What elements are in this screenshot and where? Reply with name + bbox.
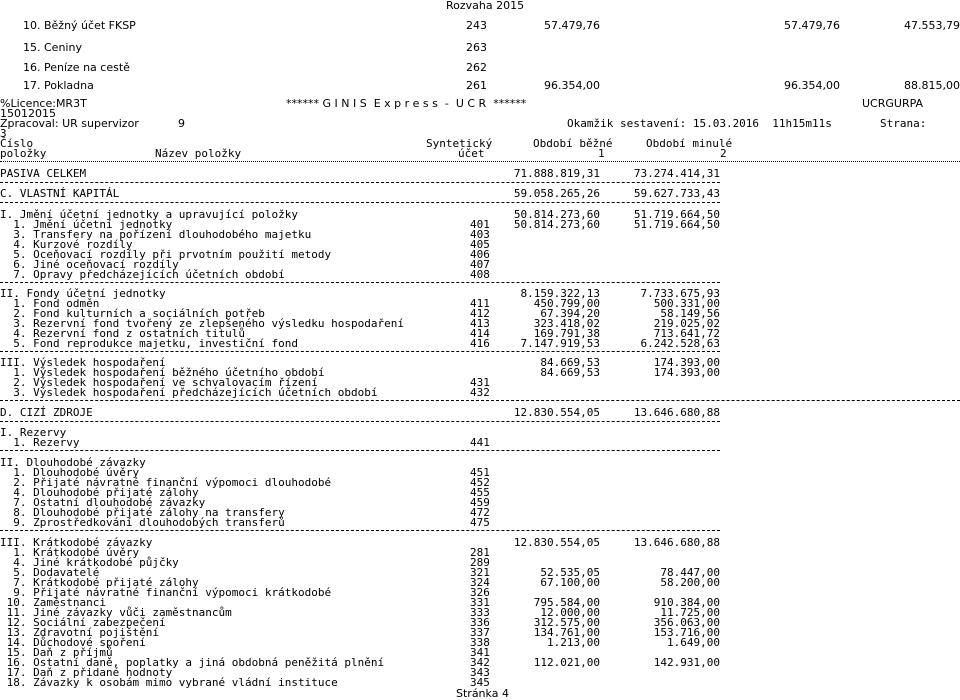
- section-divider: [0, 182, 720, 183]
- row-value-previous: 78.447,00: [660, 566, 720, 579]
- row-label: 7. Krátkodobé přijaté zálohy: [0, 576, 199, 589]
- report-code: UCRGURPA: [862, 97, 924, 110]
- col-header-previous-n: 2: [720, 147, 727, 160]
- row-label: 9. Zprostředkování dlouhodobých transferů: [0, 516, 285, 529]
- row-account: 321: [470, 566, 490, 579]
- row-label: 18. Závazky k osobám mimo vybrané vládní instituce: [0, 676, 338, 689]
- col-header-number: Číslo: [0, 137, 34, 150]
- row-value-current: 67.394,20: [540, 307, 600, 320]
- row-label: 1. Výsledek hospodaření běžného účetního období: [0, 366, 325, 379]
- row-account: 401: [470, 218, 490, 231]
- section-divider: [0, 282, 720, 283]
- row-value-current: 50.814.273,60: [513, 208, 600, 221]
- row-label: 2. Fond kulturních a sociálních potřeb: [0, 307, 265, 320]
- row-label: 5. Dodavatelé: [0, 566, 100, 579]
- row-value-previous: 59.627.733,43: [633, 187, 720, 200]
- row-value-current: 312.575,00: [533, 616, 600, 629]
- top-row-value-current: 57.479,76: [544, 19, 600, 32]
- row-value-previous: 500.331,00: [653, 297, 720, 310]
- row-account: 336: [470, 616, 490, 629]
- row-value-previous: 174.393,00: [653, 356, 720, 369]
- col-header-current: Období běžné: [533, 137, 613, 150]
- section-divider: [0, 400, 960, 401]
- row-account: 326: [470, 586, 490, 599]
- top-row-label: 15. Ceniny: [23, 41, 82, 54]
- row-account: 289: [470, 556, 490, 569]
- row-label: 15. Daň z příjmů: [0, 646, 113, 659]
- row-value-previous: 58.149,56: [660, 307, 720, 320]
- row-account: 459: [470, 496, 490, 509]
- page-footer: Stránka 4: [456, 687, 509, 700]
- row-value-previous: 713.641,72: [653, 327, 720, 340]
- row-account: 408: [470, 268, 490, 281]
- row-label: 16. Ostatní daně, poplatky a jiná obdobná peněžitá plnění: [0, 656, 385, 669]
- row-value-previous: 51.719.664,50: [633, 208, 720, 221]
- processed-by: Zpracoval: UR supervizor: [0, 117, 139, 130]
- row-label: 11. Jiné závazky vůči zaměstnancům: [0, 606, 232, 619]
- created-timestamp: Okamžik sestavení: 15.03.2016 11h15m11s: [567, 117, 832, 130]
- section-divider: [0, 351, 720, 352]
- row-label: 4. Kurzové rozdíly: [0, 238, 133, 251]
- row-value-previous: 142.931,00: [653, 656, 720, 669]
- row-value-current: 1.213,00: [547, 636, 600, 649]
- row-label: 10. Zaměstnanci: [0, 596, 106, 609]
- row-value-current: 8.159.322,13: [520, 287, 600, 300]
- row-label: 3. Transfery na pořízení dlouhodobého majetku: [0, 228, 312, 241]
- row-account: 431: [470, 376, 490, 389]
- row-label: 4. Rezervní fond z ostatních titulů: [0, 327, 246, 340]
- report-id: 15012015: [0, 107, 56, 120]
- row-value-current: 12.830.554,05: [513, 406, 600, 419]
- row-account: 452: [470, 476, 490, 489]
- row-value-previous: 51.719.664,50: [633, 218, 720, 231]
- row-value-previous: 13.646.680,88: [633, 536, 720, 549]
- row-value-previous: 174.393,00: [653, 366, 720, 379]
- row-account: 411: [470, 297, 490, 310]
- row-value-current: 67.100,00: [540, 576, 600, 589]
- row-value-current: 71.888.819,31: [513, 167, 600, 180]
- row-account: 412: [470, 307, 490, 320]
- row-value-current: 12.000,00: [540, 606, 600, 619]
- row-label: 13. Zdravotní pojištění: [0, 626, 159, 639]
- row-account: 413: [470, 317, 490, 330]
- row-value-current: 50.814.273,60: [513, 218, 600, 231]
- col-header-account-2: účet: [458, 147, 485, 160]
- header-divider: [0, 161, 960, 162]
- section-divider: [0, 202, 720, 203]
- section-divider: [0, 530, 720, 531]
- row-account: 441: [470, 436, 490, 449]
- row-label: 3. Výsledek hospodaření předcházejících účetních období: [0, 386, 378, 399]
- row-account: 324: [470, 576, 490, 589]
- row-value-current: 169.791,38: [533, 327, 600, 340]
- row-account: 341: [470, 646, 490, 659]
- top-row-code: 261: [466, 79, 487, 92]
- page-label: Strana:: [880, 117, 927, 130]
- row-label: 4. Dlouhodobé přijaté zálohy: [0, 486, 199, 499]
- row-label: I. Jmění účetní jednotky a upravující položky: [0, 208, 299, 221]
- col-header-current-n: 1: [598, 147, 605, 160]
- row-account: 407: [470, 258, 490, 271]
- row-value-previous: 910.384,00: [653, 596, 720, 609]
- top-row-value-net: 96.354,00: [784, 79, 840, 92]
- row-label: 2. Výsledek hospodaření ve schvalovacím řízení: [0, 376, 318, 389]
- row-label: I. Rezervy: [0, 426, 67, 439]
- processed-number: 9: [178, 117, 185, 130]
- row-value-previous: 11.725,00: [660, 606, 720, 619]
- row-account: 333: [470, 606, 490, 619]
- row-label: 7. Ostatní dlouhodobé závazky: [0, 496, 206, 509]
- row-label: D. CIZÍ ZDROJE: [0, 406, 93, 419]
- row-account: 281: [470, 546, 490, 559]
- row-account: 342: [470, 656, 490, 669]
- row-label: III. Krátkodobé závazky: [0, 536, 153, 549]
- row-account: 406: [470, 248, 490, 261]
- row-account: 338: [470, 636, 490, 649]
- row-value-current: 7.147.919,53: [520, 337, 600, 350]
- row-account: 403: [470, 228, 490, 241]
- top-row-value-previous: 47.553,79: [904, 19, 960, 32]
- licence-label: %Licence:MR3T: [0, 97, 87, 110]
- row-label: 6. Jiné oceňovací rozdíly: [0, 258, 179, 271]
- row-value-previous: 219.025,02: [653, 317, 720, 330]
- row-label: 1. Fond odměn: [0, 297, 100, 310]
- section-divider: [0, 421, 720, 422]
- row-account: 451: [470, 466, 490, 479]
- row-account: 405: [470, 238, 490, 251]
- row-account: 414: [470, 327, 490, 340]
- row-account: 337: [470, 626, 490, 639]
- row-value-current: 323.418,02: [533, 317, 600, 330]
- top-row-code: 263: [466, 41, 487, 54]
- row-value-current: 795.584,00: [533, 596, 600, 609]
- section-divider: [0, 450, 720, 451]
- row-label: II. Fondy účetní jednotky: [0, 287, 166, 300]
- row-label: 1. Dlouhodobé úvěry: [0, 466, 140, 479]
- row-value-previous: 7.733.675,93: [640, 287, 720, 300]
- row-account: 472: [470, 506, 490, 519]
- row-account: 475: [470, 516, 490, 529]
- row-label: 5. Oceňovací rozdíly při prvotním použití metody: [0, 248, 332, 261]
- row-account: 416: [470, 337, 490, 350]
- top-row-label: 16. Peníze na cestě: [23, 61, 130, 74]
- row-label: II. Dlouhodobé závazky: [0, 456, 146, 469]
- top-row-value-net: 57.479,76: [784, 19, 840, 32]
- row-label: 1. Krátkodobé úvěry: [0, 546, 140, 559]
- row-value-current: 12.830.554,05: [513, 536, 600, 549]
- col-header-previous: Období minulé: [646, 137, 733, 150]
- row-label: 1. Jmění účetní jednotky: [0, 218, 173, 231]
- col-header-name: Název položky: [155, 147, 242, 160]
- col-header-account: Syntetický: [426, 137, 493, 150]
- row-label: 1. Rezervy: [0, 436, 80, 449]
- row-value-current: 59.058.265,26: [513, 187, 600, 200]
- row-label: 14. Důchodové spoření: [0, 636, 146, 649]
- row-label: 7. Opravy předcházejících účetních období: [0, 268, 285, 281]
- report-title: Rozvaha 2015: [446, 0, 525, 12]
- row-account: 432: [470, 386, 490, 399]
- row-label: 3. Rezervní fond tvořený ze zlepšeného výsledku hospodaření: [0, 317, 404, 330]
- row-label: 17. Daň z přidané hodnoty: [0, 666, 173, 679]
- row-value-previous: 73.274.414,31: [633, 167, 720, 180]
- top-row-value-previous: 88.815,00: [904, 79, 960, 92]
- row-value-previous: 1.649,00: [667, 636, 720, 649]
- row-value-previous: 153.716,00: [653, 626, 720, 639]
- row-account: 331: [470, 596, 490, 609]
- top-row-label: 10. Běžný účet FKSP: [23, 19, 136, 32]
- system-banner: ****** G I N I S E x p r e s s - U C R ******: [286, 97, 527, 110]
- row-value-previous: 356.063,00: [653, 616, 720, 629]
- row-label: 5. Fond reprodukce majetku, investiční fond: [0, 337, 299, 350]
- row-value-current: 52.535,05: [540, 566, 600, 579]
- top-row-label: 17. Pokladna: [23, 79, 94, 92]
- page-number: 3: [0, 127, 7, 140]
- row-value-current: 112.021,00: [533, 656, 600, 669]
- row-label: 9. Přijaté návratné finanční výpomoci krátkodobé: [0, 586, 332, 599]
- row-account: 455: [470, 486, 490, 499]
- row-value-current: 84.669,53: [540, 356, 600, 369]
- row-label: PASIVA CELKEM: [0, 167, 87, 180]
- top-row-code: 243: [466, 19, 487, 32]
- row-label: 4. Jiné krátkodobé půjčky: [0, 556, 179, 569]
- row-value-previous: 58.200,00: [660, 576, 720, 589]
- row-value-previous: 6.242.528,63: [640, 337, 720, 350]
- row-label: C. VLASTNÍ KAPITÁL: [0, 187, 120, 200]
- row-label: 12. Sociální zabezpečení: [0, 616, 166, 629]
- row-account: 343: [470, 666, 490, 679]
- row-value-current: 450.799,00: [533, 297, 600, 310]
- row-label: 8. Dlouhodobé přijaté zálohy na transfery: [0, 506, 285, 519]
- row-label: III. Výsledek hospodaření: [0, 356, 166, 369]
- col-header-number-2: položky: [0, 147, 47, 160]
- row-value-current: 84.669,53: [540, 366, 600, 379]
- row-label: 2. Přijaté návratné finanční výpomoci dlouhodobé: [0, 476, 332, 489]
- top-row-value-current: 96.354,00: [544, 79, 600, 92]
- row-account: 345: [470, 676, 490, 689]
- row-value-current: 134.761,00: [533, 626, 600, 639]
- row-value-previous: 13.646.680,88: [633, 406, 720, 419]
- top-row-code: 262: [466, 61, 487, 74]
